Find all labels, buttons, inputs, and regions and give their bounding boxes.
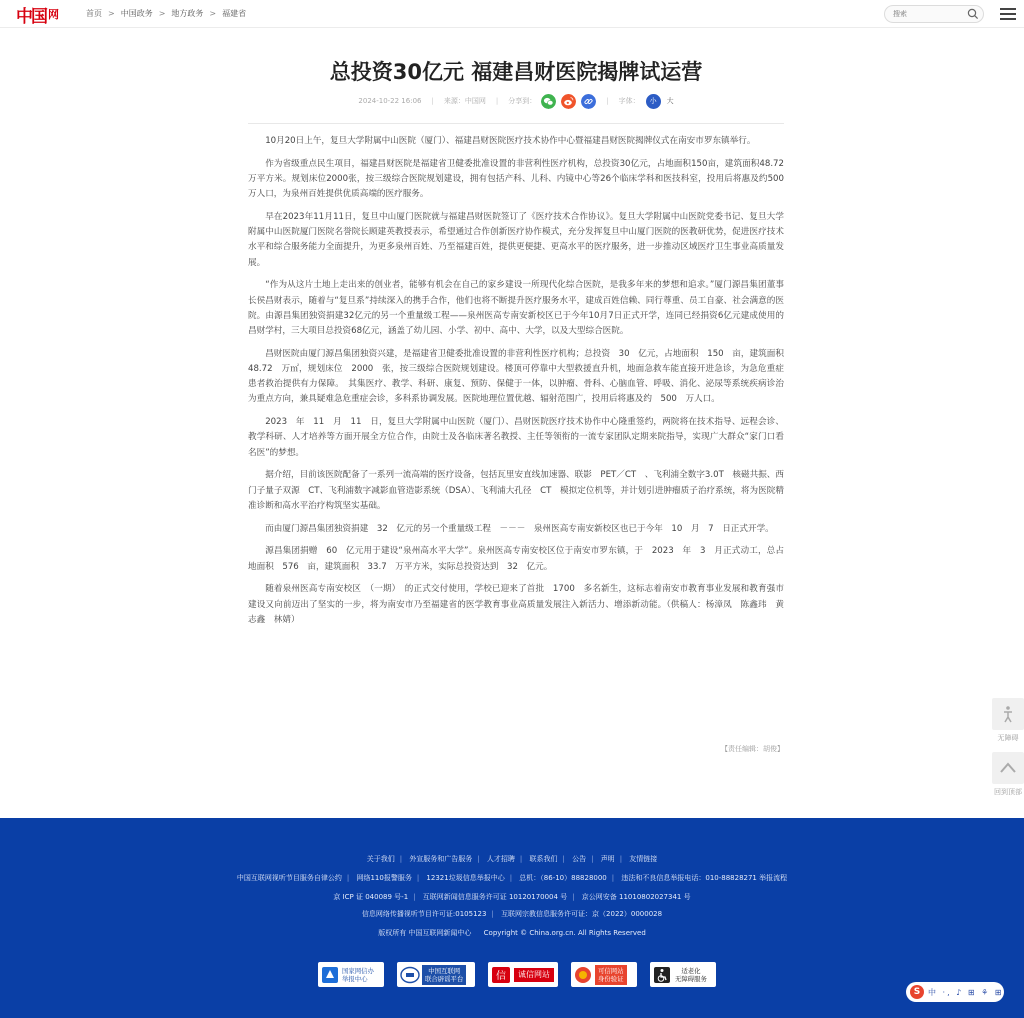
breadcrumb-china-gov[interactable]: 中国政务 (120, 9, 153, 18)
badge-label: 无障碍服务 (675, 974, 707, 983)
footer-icp: 京 ICP 证 040089 号-1 (333, 893, 409, 901)
breadcrumb-home[interactable]: 首页 (86, 9, 102, 18)
font-large-button[interactable]: 大 (666, 97, 674, 105)
badge-label: 举报中心 (342, 974, 368, 983)
footer-religion-license: 互联网宗教信息服务许可证：京（2022）0000028 (501, 910, 663, 918)
wheelchair-icon (653, 966, 671, 984)
link-share-icon[interactable] (581, 94, 596, 109)
publish-date: 2024-10-22 16:06 (358, 97, 422, 105)
article-paragraph: 据介绍，目前该医院配备了一系列一流高端的医疗设备，包括瓦里安直线加速器、联影 PET／CT 、飞利浦全数字3.0T 核磁共振、西门子量子双源 CT、飞利浦数字减影血管造影系统（DSA）、飞利浦大孔径 CT 模拟定位机等，并计划引进肿瘤质子治疗系统，将为医院精准诊断和高水平治疗构筑坚实基础。 (248, 470, 784, 511)
footer-copyright-text: Copyright © China.org.cn. All Rights Reserved (483, 929, 646, 937)
breadcrumb-local-gov[interactable]: 地方政务 (171, 9, 204, 18)
article-source: 来源：中国网 (443, 97, 486, 105)
weibo-share-icon[interactable] (561, 94, 576, 109)
footer-line-4: 信息网络传播视听节目许可证:0105123 | 互联网宗教信息服务许可证：京（2022）0000028 (361, 910, 663, 918)
accessibility-icon (998, 704, 1018, 724)
site-logo[interactable] (16, 3, 59, 25)
back-to-top-label: 回到顶部 (994, 788, 1022, 796)
footer-link-jobs[interactable]: 人才招聘 (486, 855, 515, 863)
article-body (248, 134, 793, 636)
search-input[interactable] (893, 8, 965, 20)
article-paragraph: 而由厦门源昌集团独资捐建 32 亿元的另一个重量级工程 －－－ 泉州医高专南安新校区也已于今年 10 月 7 日正式开学。 (265, 523, 774, 534)
footer-link-contact[interactable]: 联系我们 (529, 855, 558, 863)
footer-link-ads[interactable]: 外宣服务和广告服务 (409, 855, 473, 863)
footer-line-3: 京 ICP 证 040089 号-1 | 互联网新闻信息服务许可证 10120170004 号 | 京公网安备 11010802027341 号 (333, 893, 691, 901)
site-footer (0, 818, 1024, 1018)
article-paragraph: “作为从这片土地上走出来的创业者，能够有机会在自己的家乡建设一所现代化综合医院，是我多年来的梦想和追求。”厦门源昌集团董事长侯昌财表示，随着与“复旦系”持续深入的携手合作，他们也将不断提升医疗服务水平，建成百姓信赖、同行尊重、员工自豪、社会满意的医院。由源昌集团独资捐建32亿元的另一个重量级工程——泉州医高专南安新校区已于今年10月7日正式开学，连同已经捐资6亿元建成使用的昌财学村，三大项目总投资68亿元，涵盖了幼儿园、小学、初中、高中、大学，以及大型综合医院。 (248, 280, 784, 337)
search-box (884, 5, 984, 23)
share-group (508, 94, 596, 109)
badge-label: 诚信网站 (514, 968, 554, 982)
report-center-icon (321, 966, 339, 984)
badge-elderly-friendly[interactable] (650, 962, 716, 987)
badge-integrity-site[interactable] (488, 962, 558, 987)
font-small-button[interactable]: 小 (646, 94, 661, 109)
article-paragraph: 源昌集团捐赠 60 亿元用于建设“泉州高水平大学”。泉州医高专南安校区位于南安市罗东镇，于 2023 年 3 月正式动工，总占地面积 576 亩，建筑面积 33.7 万平方米，实际总投资达到 32 亿元。 (248, 546, 784, 572)
article-title: 总投资30亿元 福建昌财医院揭牌试运营 (329, 60, 703, 84)
footer-link-friends[interactable]: 友情链接 (629, 855, 658, 863)
top-header (0, 0, 1024, 28)
rumor-platform-icon (400, 966, 420, 984)
badge-label: 身份验证 (598, 974, 624, 983)
breadcrumb-separator: > (158, 9, 166, 18)
trusted-site-icon (574, 966, 592, 984)
share-label: 分享到： (508, 97, 537, 105)
font-size-label: 字体： (618, 97, 640, 105)
logo-suffix: 网 (48, 9, 59, 21)
breadcrumb-fujian[interactable]: 福建省 (222, 9, 247, 18)
floating-toolbar[interactable] (906, 982, 1004, 1002)
badge-label: 可信网站 (598, 966, 624, 975)
badge-label: 联合辟谣平台 (425, 974, 464, 983)
footer-link-statement[interactable]: 声明 (600, 855, 615, 863)
search-icon[interactable] (967, 8, 979, 20)
badge-report-center[interactable] (318, 962, 384, 987)
article-paragraph: 10月20日上午，复旦大学附属中山医院（厦门）、福建昌财医院医疗技术协作中心暨福建昌财医院揭牌仪式在南安市罗东镇举行。 (265, 136, 756, 146)
footer-copyright (0, 928, 1024, 938)
article-paragraph: 早在2023年11月11日，复旦中山厦门医院就与福建昌财医院签订了《医疗技术合作协议》。复旦大学附属中山医院党委书记、复旦大学附属中山医院厦门医院名誉院长顾建英教授表示，希望通过合作创新医疗协作模式，充分发挥复旦中山厦门医院的医教研优势，促进医疗技术水平和综合服务能力全面提升，为更多泉州百姓、乃至福建百姓，提供更便捷、更高水平的医疗服务，进一步推动区域医疗卫生事业高质量发展。 (248, 212, 784, 268)
breadcrumb-separator: > (209, 9, 217, 18)
breadcrumb (86, 8, 246, 19)
toolbar-icons: 中 ·, ♪ ⊞ ⚘ ⊞ (928, 987, 1004, 997)
accessibility-label: 无障碍 (997, 734, 1019, 742)
responsible-editor: 【责任编辑：胡俊】 (721, 745, 784, 753)
footer-av-license: 信息网络传播视听节目许可证:0105123 (361, 910, 487, 918)
footer-link-about[interactable]: 关于我们 (366, 855, 395, 863)
footer-owner: 版权所有 中国互联网新闻中心 (378, 929, 472, 937)
badge-label: 中国互联网 (428, 966, 461, 975)
sogou-input-icon: S (910, 985, 924, 999)
logo-mark: 中国 (16, 6, 46, 27)
article-paragraph: 作为省级重点民生项目，福建昌财医院是福建省卫健委批准设置的非营利性医疗机构，总投资30亿元，占地面积150亩，建筑面积48.72万平方米。规划床位2000张，按三级综合医院规划建设，拥有包括产科、儿科、内镜中心等26个临床学科和医技科室，投用后将惠及约500万人口，为泉州百姓提供优质高端的医疗服务。 (248, 158, 784, 200)
footer-links: 关于我们 | 外宣服务和广告服务 | 人才招聘 | 联系我们 | 公告 | 声明 | 友情链接 (366, 855, 658, 863)
integrity-icon (491, 966, 511, 984)
badge-label: 国家网信办 (342, 966, 374, 975)
back-to-top-widget[interactable] (992, 752, 1024, 797)
article-meta: 2024-10-22 16:06 | 来源：中国网 | 分享到： | 字体： 小 大 (248, 92, 784, 110)
footer-link-report[interactable]: 违法和不良信息举报电话：010-88828271 举报流程 (621, 874, 788, 882)
footer-link-110[interactable]: 网络110报警服务 (356, 874, 412, 882)
hamburger-menu-icon[interactable] (1000, 8, 1016, 20)
accessibility-widget[interactable] (992, 698, 1024, 743)
footer-line-2: 中国互联网视听节目服务自律公约 | 网络110报警服务 | 12321垃圾信息举报中心 | 总机：（86-10）88828000 | 违法和不良信息举报电话：010-88828271 举报流程 (236, 874, 788, 882)
title-divider (248, 123, 784, 124)
badge-rumor-platform[interactable] (397, 962, 475, 987)
badge-trusted-site[interactable] (571, 962, 637, 987)
footer-link-self-discipline[interactable]: 中国互联网视听节目服务自律公约 (236, 874, 342, 882)
footer-link-notice[interactable]: 公告 (572, 855, 587, 863)
wechat-share-icon[interactable] (541, 94, 556, 109)
svg-text:信: 信 (496, 970, 506, 982)
article-paragraph: 昌财医院由厦门源昌集团独资兴建，是福建省卫健委批准设置的非营利性医疗机构；总投资 30 亿元，占地面积 150 亩，建筑面积 48.72 万㎡，规划床位 2000 张，按三级综合医院规划建设。楼顶可停靠中大型救援直升机，地面急救车能直接开进急诊，为急危重症患者救治提供有力保障。 其集医疗、教学、科研、康复、预防、保健于一体，以肿瘤、骨科、心脑血管、呼吸、消化、泌尿等系统疾病诊治为重点方向，兼具疑难急危重症会诊，多科系协调发展。医院地理位置优越、辐射范围广，投用后将惠及约 500 万人口。 (248, 348, 793, 405)
breadcrumb-separator: > (108, 9, 115, 18)
footer-link-12321[interactable]: 12321垃圾信息举报中心 (426, 874, 505, 882)
footer-link-police[interactable]: 京公网安备 11010802027341 号 (581, 893, 691, 901)
footer-badges (0, 962, 1024, 988)
article-paragraph: 2023 年 11 月 11 日，复旦大学附属中山医院（厦门）、昌财医院医疗技术协作中心隆重签约，两院将在技术指导、远程会诊、教学科研、人才培养等方面开展全方位合作，由院士及各临床著名教授、主任等领衔的一流专家团队定期来院指导，实现广大群众“家门口看名医”的梦想。 (248, 417, 784, 458)
article-paragraph: 随着泉州医高专南安校区 （一期） 的正式交付使用，学校已迎来了首批 1700 多名新生，这标志着南安市教育事业发展和教育强市建设又向前迈出了坚实的一步，将为南安市乃至福建省的医学教育事业高质量发展注入新活力、增添新动能。（供稿人：杨漳凤 陈鑫玮 黄志鑫 林婧） (248, 584, 784, 625)
badge-label: 适老化 (681, 966, 701, 975)
chevron-up-icon (998, 758, 1018, 778)
footer-news-license: 互联网新闻信息服务许可证 10120170004 号 (422, 893, 568, 901)
footer-switchboard: 总机：（86-10）88828000 (519, 874, 607, 882)
